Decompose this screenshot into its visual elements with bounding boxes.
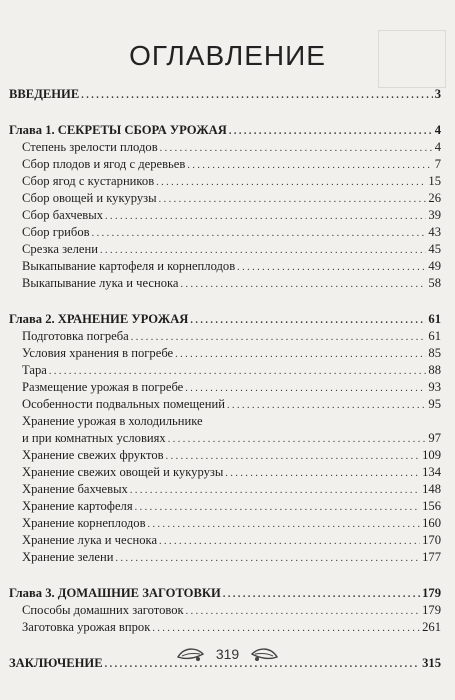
toc-entry[interactable] bbox=[9, 379, 441, 396]
toc-entry[interactable] bbox=[9, 498, 441, 515]
leaf-ornament-icon bbox=[249, 645, 279, 663]
leader-dots bbox=[190, 311, 426, 329]
toc-entry-label: Хранение картофеля bbox=[22, 499, 133, 513]
toc-entry[interactable] bbox=[9, 241, 441, 258]
toc-entry-page: 49 bbox=[428, 259, 441, 273]
toc-entry-label: Хранение бахчевых bbox=[22, 482, 128, 496]
table-of-contents bbox=[9, 86, 441, 672]
leader-dots bbox=[229, 122, 433, 140]
toc-entry-page: 160 bbox=[422, 516, 441, 530]
leader-dots bbox=[135, 498, 420, 516]
toc-entry-page: 177 bbox=[422, 550, 441, 564]
leader-dots bbox=[225, 464, 420, 482]
toc-entry-label: Выкапывание лука и чеснока bbox=[22, 276, 179, 290]
toc-entry[interactable] bbox=[9, 481, 441, 498]
page-title: ОГЛАВЛЕНИЕ bbox=[129, 40, 326, 71]
toc-entry[interactable] bbox=[9, 345, 441, 362]
leader-dots bbox=[152, 619, 420, 637]
toc-entry[interactable] bbox=[9, 549, 441, 566]
toc-entry-intro[interactable] bbox=[9, 86, 441, 103]
leader-dots bbox=[185, 379, 426, 397]
leader-dots bbox=[49, 362, 427, 380]
toc-entry-label: Срезка зелени bbox=[22, 242, 98, 256]
leader-dots bbox=[159, 532, 420, 550]
toc-entry-label: Условия хранения в погребе bbox=[22, 346, 174, 360]
toc-entry-page: 156 bbox=[422, 499, 441, 513]
toc-entry-page: 58 bbox=[428, 276, 441, 290]
toc-entry[interactable] bbox=[9, 190, 441, 207]
leader-dots bbox=[81, 86, 432, 104]
toc-entry-page: 85 bbox=[428, 346, 441, 360]
toc-entry-page: 4 bbox=[434, 123, 441, 137]
toc-entry[interactable] bbox=[9, 430, 441, 447]
leader-dots bbox=[131, 328, 427, 346]
toc-entry-label: Тара bbox=[22, 363, 47, 377]
leader-dots bbox=[148, 515, 421, 533]
toc-entry[interactable] bbox=[9, 258, 441, 275]
toc-entry[interactable] bbox=[9, 275, 441, 292]
leader-dots bbox=[156, 173, 426, 191]
toc-entry[interactable] bbox=[9, 173, 441, 190]
leader-dots bbox=[105, 207, 426, 225]
toc-entry-page: 261 bbox=[422, 620, 441, 634]
toc-entry-page: 7 bbox=[434, 157, 441, 171]
toc-entry-label: Хранение зелени bbox=[22, 550, 114, 564]
toc-entry[interactable] bbox=[9, 532, 441, 549]
toc-entry-label: Хранение свежих фруктов bbox=[22, 448, 164, 462]
toc-entry-page: 315 bbox=[422, 656, 441, 670]
toc-entry-page: 97 bbox=[428, 431, 441, 445]
toc-entry-label: Заготовка урожая впрок bbox=[22, 620, 151, 634]
toc-entry-label: Хранение корнеплодов bbox=[22, 516, 146, 530]
toc-entry-page: 179 bbox=[422, 586, 441, 600]
toc-entry[interactable] bbox=[9, 207, 441, 224]
toc-entry-label: Хранение лука и чеснока bbox=[22, 533, 158, 547]
toc-entry-label: Глава 2. ХРАНЕНИЕ УРОЖАЯ bbox=[9, 312, 189, 326]
toc-entry[interactable] bbox=[9, 139, 441, 156]
toc-entry-page: 45 bbox=[428, 242, 441, 256]
leader-dots bbox=[223, 585, 420, 603]
toc-entry-label: Особенности подвальных помещений bbox=[22, 397, 225, 411]
toc-entry[interactable] bbox=[9, 464, 441, 481]
leader-dots bbox=[166, 447, 421, 465]
leader-dots bbox=[187, 156, 432, 174]
toc-entry-label: Хранение свежих овощей и кукурузы bbox=[22, 465, 224, 479]
toc-entry-label-continued: и при комнатных условиях bbox=[22, 431, 166, 445]
toc-entry-page: 148 bbox=[422, 482, 441, 496]
toc-entry-label: Сбор ягод с кустарников bbox=[22, 174, 155, 188]
toc-entry-label: Хранение урожая в холодильнике bbox=[22, 414, 203, 428]
toc-entry-label: Глава 3. ДОМАШНИЕ ЗАГОТОВКИ bbox=[9, 586, 221, 600]
toc-entry-label: Сбор плодов и ягод с деревьев bbox=[22, 157, 186, 171]
toc-entry[interactable] bbox=[9, 619, 441, 636]
toc-entry-page: 26 bbox=[428, 191, 441, 205]
toc-entry-page: 61 bbox=[428, 312, 441, 326]
toc-entry-page: 179 bbox=[422, 603, 441, 617]
toc-entry-label: Размещение урожая в погребе bbox=[22, 380, 184, 394]
toc-entry-label: Глава 1. СЕКРЕТЫ СБОРА УРОЖАЯ bbox=[9, 123, 227, 137]
toc-entry-page: 15 bbox=[428, 174, 441, 188]
leader-dots bbox=[227, 396, 426, 414]
leader-dots bbox=[181, 275, 427, 293]
toc-entry-first-line[interactable] bbox=[9, 413, 441, 430]
toc-entry-page: 109 bbox=[422, 448, 441, 462]
toc-entry-page: 88 bbox=[428, 363, 441, 377]
toc-entry-page: 4 bbox=[434, 140, 441, 154]
toc-entry-label: Выкапывание картофеля и корнеплодов bbox=[22, 259, 236, 273]
toc-entry-page: 3 bbox=[434, 87, 441, 101]
page-footer bbox=[0, 645, 455, 663]
toc-entry[interactable] bbox=[9, 328, 441, 345]
toc-entry[interactable] bbox=[9, 515, 441, 532]
toc-entry[interactable] bbox=[9, 602, 441, 619]
leader-dots bbox=[237, 258, 426, 276]
toc-chapter-3[interactable] bbox=[9, 585, 441, 602]
toc-entry-label: Степень зрелости плодов bbox=[22, 140, 158, 154]
leader-dots bbox=[186, 602, 420, 620]
toc-chapter-1[interactable] bbox=[9, 122, 441, 139]
leaf-ornament-icon bbox=[176, 645, 206, 663]
leader-dots bbox=[175, 345, 426, 363]
toc-chapter-2[interactable] bbox=[9, 311, 441, 328]
toc-entry-page: 43 bbox=[428, 225, 441, 239]
leader-dots bbox=[115, 549, 420, 567]
toc-entry[interactable] bbox=[9, 447, 441, 464]
leader-dots bbox=[168, 430, 427, 448]
toc-entry-page: 39 bbox=[428, 208, 441, 222]
leader-dots bbox=[160, 139, 433, 157]
toc-entry-page: 134 bbox=[422, 465, 441, 479]
toc-entry-page: 95 bbox=[428, 397, 441, 411]
toc-entry-label: Способы домашних заготовок bbox=[22, 603, 184, 617]
page-number: 319 bbox=[215, 646, 240, 663]
toc-entry[interactable] bbox=[9, 156, 441, 173]
toc-entry-label: Сбор бахчевых bbox=[22, 208, 103, 222]
leader-dots bbox=[159, 190, 427, 208]
toc-entry-label: Подготовка погреба bbox=[22, 329, 129, 343]
toc-entry-page: 93 bbox=[428, 380, 441, 394]
toc-entry[interactable] bbox=[9, 362, 441, 379]
toc-entry[interactable] bbox=[9, 224, 441, 241]
toc-entry[interactable] bbox=[9, 396, 441, 413]
toc-entry-label: Сбор грибов bbox=[22, 225, 90, 239]
leader-dots bbox=[130, 481, 420, 499]
leader-dots bbox=[100, 241, 426, 259]
toc-entry-label: Сбор овощей и кукурузы bbox=[22, 191, 157, 205]
toc-entry-page: 61 bbox=[428, 329, 441, 343]
toc-entry-label: ЗАКЛЮЧЕНИЕ bbox=[9, 656, 103, 670]
toc-entry-page: 170 bbox=[422, 533, 441, 547]
leader-dots bbox=[92, 224, 427, 242]
toc-entry-label: ВВЕДЕНИЕ bbox=[9, 87, 80, 101]
